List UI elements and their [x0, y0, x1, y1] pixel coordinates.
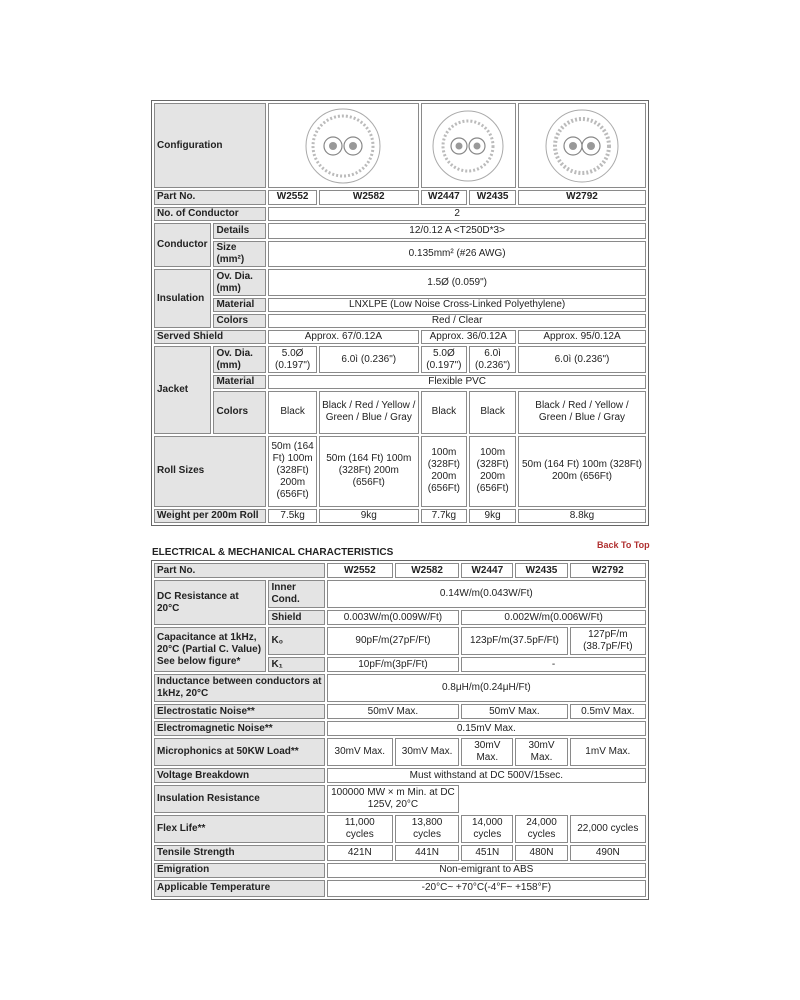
flex-life-label: Flex Life** — [154, 815, 325, 843]
conductor-details-label: Details — [213, 223, 266, 239]
tensile-value: 421N — [327, 845, 393, 860]
jacket-ovdia-value: 5.0Ø (0.197") — [421, 346, 468, 372]
part-w2582: W2582 — [395, 563, 459, 578]
flex-life-value: 13,800 cycles — [395, 815, 459, 843]
no-conductor-label: No. of Conductor — [154, 207, 266, 221]
electrostatic-label: Electrostatic Noise** — [154, 704, 325, 719]
flex-life-value: 14,000 cycles — [461, 815, 513, 843]
cap-k0-value: 90pF/m(27pF/Ft) — [327, 627, 460, 655]
weight-value: 7.5kg — [268, 509, 317, 523]
cable-diagram-w2792 — [518, 103, 646, 188]
part-w2552: W2552 — [327, 563, 393, 578]
flex-life-value: 24,000 cycles — [515, 815, 567, 843]
jacket-ovdia-value: 5.0Ø (0.197") — [268, 346, 317, 372]
emigration-label: Emigration — [154, 863, 325, 878]
empty-cell — [461, 785, 646, 813]
cable-diagram-w2552-w2582 — [268, 103, 418, 188]
dc-shield-value: 0.002W/m(0.006W/Ft) — [461, 610, 646, 625]
part-w2447: W2447 — [461, 563, 513, 578]
weight-value: 7.7kg — [421, 509, 468, 523]
part-w2435: W2435 — [515, 563, 567, 578]
part-w2435: W2435 — [469, 190, 516, 204]
dc-shield-value: 0.003W/m(0.009W/Ft) — [327, 610, 460, 625]
jacket-colors-label: Colors — [213, 391, 266, 434]
dc-inner-value: 0.14W/m(0.043W/Ft) — [327, 580, 646, 608]
electrostatic-value: 0.5mV Max. — [570, 704, 646, 719]
configuration-label: Configuration — [154, 103, 266, 188]
dc-shield-label: Shield — [268, 610, 324, 625]
cap-k0-value: 127pF/m (38.7pF/Ft) — [570, 627, 646, 655]
electromagnetic-value: 0.15mV Max. — [327, 721, 646, 736]
insulation-ovdia-value: 1.5Ø (0.059") — [268, 269, 646, 295]
jacket-colors-value: Black — [421, 391, 468, 434]
cap-k1-value: - — [461, 657, 646, 672]
weight-value: 9kg — [319, 509, 419, 523]
roll-sizes-value: 50m (164 Ft) 100m (328Ft) 200m (656Ft) — [319, 436, 419, 507]
jacket-ovdia-value: 6.0ì (0.236") — [469, 346, 516, 372]
jacket-ovdia-value: 6.0ì (0.236") — [319, 346, 419, 372]
insulation-material-value: LNXLPE (Low Noise Cross-Linked Polyethylene) — [268, 298, 646, 312]
inductance-value: 0.8μH/m(0.24μH/Ft) — [327, 674, 646, 702]
conductor-size-value: 0.135mm² (#26 AWG) — [268, 241, 646, 267]
microphonics-value: 1mV Max. — [570, 738, 646, 766]
weight-label: Weight per 200m Roll — [154, 509, 266, 523]
roll-sizes-value: 100m (328Ft) 200m (656Ft) — [469, 436, 516, 507]
jacket-colors-value: Black — [268, 391, 317, 434]
served-shield-value: Approx. 95/0.12A — [518, 330, 646, 344]
cap-k1-value: 10pF/m(3pF/Ft) — [327, 657, 460, 672]
tensile-value: 490N — [570, 845, 646, 860]
insulation-label: Insulation — [154, 269, 211, 328]
emigration-value: Non-emigrant to ABS — [327, 863, 646, 878]
cap-k0-value: 123pF/m(37.5pF/Ft) — [461, 627, 567, 655]
inductance-label: Inductance between conductors at 1kHz, 20°C — [154, 674, 325, 702]
no-conductor-value: 2 — [268, 207, 646, 221]
conductor-label: Conductor — [154, 223, 211, 268]
cable-diagram-w2447-w2435 — [421, 103, 516, 188]
back-to-top-link[interactable]: Back To Top — [597, 540, 650, 550]
roll-sizes-label: Roll Sizes — [154, 436, 266, 507]
conductor-size-label: Size (mm²) — [213, 241, 266, 267]
served-shield-value: Approx. 36/0.12A — [421, 330, 516, 344]
served-shield-value: Approx. 67/0.12A — [268, 330, 418, 344]
served-shield-label: Served Shield — [154, 330, 266, 344]
roll-sizes-value: 50m (164 Ft) 100m (328Ft) 200m (656Ft) — [268, 436, 317, 507]
jacket-colors-value: Black / Red / Yellow / Green / Blue / Gray — [319, 391, 419, 434]
weight-value: 9kg — [469, 509, 516, 523]
voltage-value: Must withstand at DC 500V/15sec. — [327, 768, 646, 783]
temperature-label: Applicable Temperature — [154, 880, 325, 897]
roll-sizes-value: 50m (164 Ft) 100m (328Ft) 200m (656Ft) — [518, 436, 646, 507]
flex-life-value: 11,000 cycles — [327, 815, 393, 843]
microphonics-label: Microphonics at 50KW Load** — [154, 738, 325, 766]
part-no-label: Part No. — [154, 190, 266, 204]
voltage-label: Voltage Breakdown — [154, 768, 325, 783]
roll-sizes-value: 100m (328Ft) 200m (656Ft) — [421, 436, 468, 507]
tensile-label: Tensile Strength — [154, 845, 325, 860]
electromagnetic-label: Electromagnetic Noise** — [154, 721, 325, 736]
electrostatic-value: 50mV Max. — [327, 704, 460, 719]
tensile-value: 480N — [515, 845, 567, 860]
part-w2792: W2792 — [518, 190, 646, 204]
dc-inner-label: Inner Cond. — [268, 580, 324, 608]
weight-value: 8.8kg — [518, 509, 646, 523]
tensile-value: 451N — [461, 845, 513, 860]
cap-k0-label: K₀ — [268, 627, 324, 655]
part-w2552: W2552 — [268, 190, 317, 204]
microphonics-value: 30mV Max. — [395, 738, 459, 766]
electrical-mechanical-table — [151, 560, 649, 900]
capacitance-label: Capacitance at 1kHz, 20°C (Partial C. Value) See below figure* — [154, 627, 266, 672]
insulation-resistance-label: Insulation Resistance — [154, 785, 325, 813]
temperature-value: -20°C~ +70°C(-4°F~ +158°F) — [327, 880, 646, 897]
insulation-resistance-value: 100000 MW × m Min. at DC 125V, 20°C — [327, 785, 460, 813]
insulation-ovdia-label: Ov. Dia. (mm) — [213, 269, 266, 295]
flex-life-value: 22,000 cycles — [570, 815, 646, 843]
part-w2792: W2792 — [570, 563, 646, 578]
insulation-colors-value: Red / Clear — [268, 314, 646, 328]
tensile-value: 441N — [395, 845, 459, 860]
jacket-label: Jacket — [154, 346, 211, 433]
jacket-ovdia-label: Ov. Dia. (mm) — [213, 346, 266, 372]
insulation-colors-label: Colors — [213, 314, 266, 328]
jacket-material-value: Flexible PVC — [268, 375, 646, 389]
dc-resistance-label: DC Resistance at 20°C — [154, 580, 266, 625]
conductor-details-value: 12/0.12 A <T250D*3> — [268, 223, 646, 239]
jacket-material-label: Material — [213, 375, 266, 389]
microphonics-value: 30mV Max. — [515, 738, 567, 766]
section-title: ELECTRICAL & MECHANICAL CHARACTERISTICS — [152, 547, 394, 558]
insulation-material-label: Material — [213, 298, 266, 312]
jacket-colors-value: Black — [469, 391, 516, 434]
microphonics-value: 30mV Max. — [461, 738, 513, 766]
jacket-colors-value: Black / Red / Yellow / Green / Blue / Gray — [518, 391, 646, 434]
part-w2582: W2582 — [319, 190, 419, 204]
cap-k1-label: K₁ — [268, 657, 324, 672]
part-no-label: Part No. — [154, 563, 325, 578]
cable-spec-table — [151, 100, 649, 526]
electrostatic-value: 50mV Max. — [461, 704, 567, 719]
part-w2447: W2447 — [421, 190, 468, 204]
microphonics-value: 30mV Max. — [327, 738, 393, 766]
jacket-ovdia-value: 6.0ì (0.236") — [518, 346, 646, 372]
